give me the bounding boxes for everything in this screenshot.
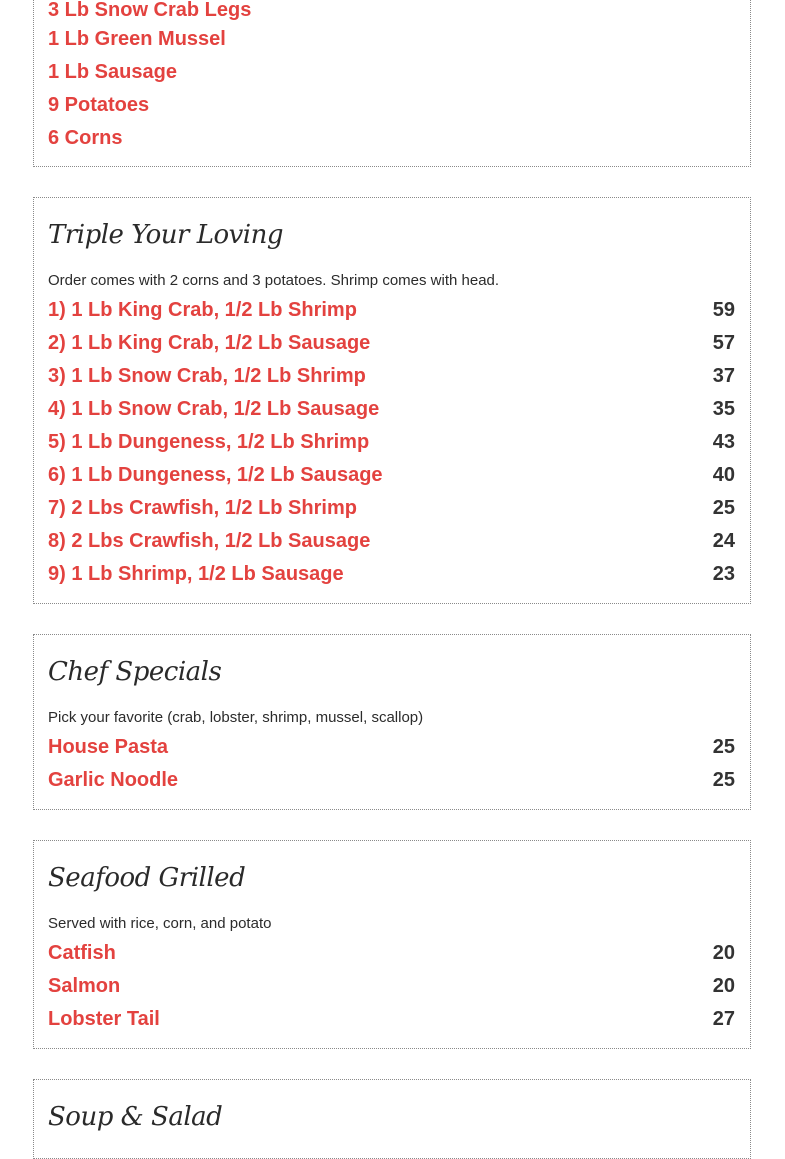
menu-item-name: Salmon [48, 975, 121, 997]
section-triple-your-loving [33, 197, 751, 604]
menu-item [48, 937, 735, 970]
menu-item-price: 20 [712, 942, 735, 964]
section-title: Triple Your Loving [48, 220, 284, 250]
menu-item-price: 25 [712, 497, 735, 519]
menu-item-price: 35 [712, 398, 735, 420]
menu-item-name: 1) 1 Lb King Crab, 1/2 Lb Shrimp [48, 299, 357, 321]
menu-item-price: 25 [712, 736, 735, 758]
menu-item-price: 40 [712, 464, 735, 486]
menu-item-name: 9) 1 Lb Shrimp, 1/2 Lb Sausage [48, 563, 344, 585]
section-seafood-grilled [33, 840, 751, 1049]
menu-item-name: 5) 1 Lb Dungeness, 1/2 Lb Shrimp [48, 431, 370, 453]
menu-item-name: 3) 1 Lb Snow Crab, 1/2 Lb Shrimp [48, 365, 366, 387]
menu-item [48, 764, 735, 797]
menu-item-price: 23 [712, 563, 735, 585]
menu-item [48, 426, 735, 459]
menu-item [48, 393, 735, 426]
menu-item-price: 43 [712, 431, 735, 453]
menu-item-name: 6) 1 Lb Dungeness, 1/2 Lb Sausage [48, 464, 383, 486]
menu-item-name: House Pasta [48, 736, 169, 758]
section-chef-specials [33, 634, 751, 810]
ingredient-item: 9 Potatoes [48, 94, 150, 116]
section-title: Seafood Grilled [48, 863, 246, 893]
section-description: Served with rice, corn, and potato [48, 915, 272, 932]
menu-item [48, 327, 735, 360]
menu-item [48, 525, 735, 558]
ingredient-item: 1 Lb Green Mussel [48, 28, 226, 50]
menu-item [48, 492, 735, 525]
menu-item-price: 20 [712, 975, 735, 997]
menu-item-name: 8) 2 Lbs Crawfish, 1/2 Lb Sausage [48, 530, 371, 552]
menu-item [48, 459, 735, 492]
section-title: Chef Specials [48, 657, 222, 687]
menu-item [48, 558, 735, 591]
section-title: Soup & Salad [48, 1102, 223, 1132]
menu-item-name: 2) 1 Lb King Crab, 1/2 Lb Sausage [48, 332, 371, 354]
menu-item-name: 4) 1 Lb Snow Crab, 1/2 Lb Sausage [48, 398, 380, 420]
ingredient-item: 1 Lb Sausage [48, 61, 177, 83]
menu-item-price: 59 [712, 299, 735, 321]
menu-item [48, 970, 735, 1003]
ingredient-item: 6 Corns [48, 127, 123, 149]
menu-item [48, 1003, 735, 1036]
menu-item-name: Garlic Noodle [48, 769, 179, 791]
menu-item-name: 7) 2 Lbs Crawfish, 1/2 Lb Shrimp [48, 497, 357, 519]
menu-item [48, 294, 735, 327]
menu-item-price: 27 [712, 1008, 735, 1030]
section-combo-ingredients [33, 0, 751, 167]
menu-item-price: 25 [712, 769, 735, 791]
menu-item-price: 24 [712, 530, 735, 552]
menu-item [48, 731, 735, 764]
section-description: Pick your favorite (crab, lobster, shrimp, mussel, scallop) [48, 709, 424, 726]
section-soup-salad [33, 1079, 751, 1159]
ingredient-item: 3 Lb Snow Crab Legs [48, 0, 252, 21]
menu-item [48, 360, 735, 393]
menu-item-price: 37 [712, 365, 735, 387]
menu-item-name: Catfish [48, 942, 116, 964]
section-description: Order comes with 2 corns and 3 potatoes. Shrimp comes with head. [48, 272, 500, 289]
menu-item-price: 57 [712, 332, 735, 354]
menu-item-name: Lobster Tail [48, 1008, 160, 1030]
